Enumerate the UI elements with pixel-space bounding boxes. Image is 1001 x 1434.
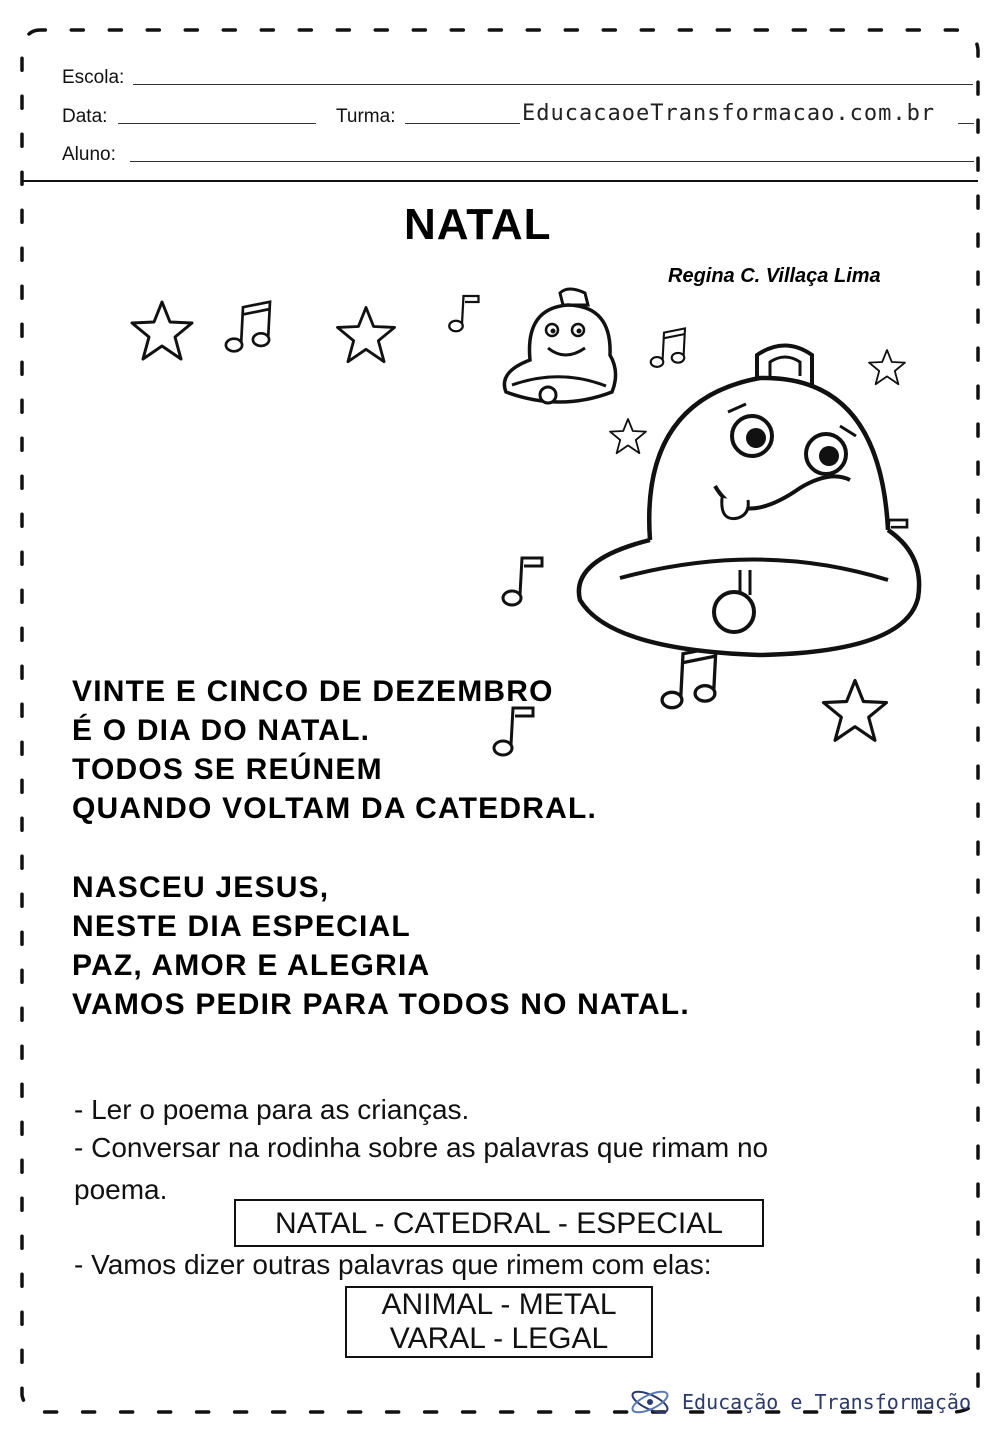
class-field-tail: [958, 123, 974, 124]
page-title: NATAL: [404, 200, 552, 249]
poem-line: QUANDO VOLTAM DA CATEDRAL.: [72, 792, 598, 825]
poem-stanza-2: [72, 873, 690, 1020]
music-note-icon: [226, 302, 270, 352]
rhyme-words: NATAL - CATEDRAL - ESPECIAL: [275, 1207, 723, 1240]
poem-line: PAZ, AMOR E ALEGRIA: [72, 949, 431, 982]
example-rhymes-line: ANIMAL - METAL: [381, 1288, 617, 1321]
example-rhymes-line: VARAL - LEGAL: [389, 1322, 609, 1355]
poem-line: VAMOS PEDIR PARA TODOS NO NATAL.: [72, 988, 690, 1021]
site-watermark: EducacaoeTransformacao.com.br: [522, 101, 936, 126]
author-name: Regina C. Villaça Lima: [668, 265, 881, 287]
music-note-icon: [503, 558, 542, 605]
smiling-bell-icon: [579, 346, 919, 656]
instruction-read-poem: - Ler o poema para as crianças.: [74, 1094, 470, 1125]
star-icon: [610, 419, 646, 453]
school-label: Escola:: [62, 67, 125, 88]
music-note-icon: [651, 328, 685, 367]
star-icon: [869, 350, 905, 384]
poem-line: VINTE E CINCO DE DEZEMBRO: [72, 675, 554, 708]
poem-line: É O DIA DO NATAL.: [72, 714, 371, 747]
example-rhymes-box: [345, 1286, 653, 1358]
class-field[interactable]: [405, 123, 520, 124]
date-label: Data:: [62, 106, 108, 127]
music-note-icon: [449, 296, 478, 331]
instruction-discuss-rhymes: - Conversar na rodinha sobre as palavras que rimam no: [74, 1132, 769, 1163]
star-icon: [338, 308, 395, 362]
instruction-discuss-rhymes-cont: poema.: [74, 1174, 168, 1205]
poem-stanza-1: [72, 677, 597, 824]
smiling-bell-icon: [504, 289, 615, 403]
instruction-other-rhymes: - Vamos dizer outras palavras que rimem com elas:: [74, 1249, 712, 1280]
student-label: Aluno:: [62, 144, 116, 165]
star-icon: [824, 681, 887, 741]
date-field[interactable]: [118, 123, 316, 124]
atom-logo-icon: [628, 1384, 672, 1420]
school-field[interactable]: [133, 84, 973, 85]
class-label: Turma:: [336, 106, 396, 127]
brand-logo-text: Educação e Transformação: [682, 1390, 971, 1414]
poem-line: NASCEU JESUS,: [72, 871, 330, 904]
student-field[interactable]: [130, 161, 974, 162]
rhyme-words-box: [234, 1199, 764, 1247]
poem-line: TODOS SE REÚNEM: [72, 753, 383, 786]
poem-line: NESTE DIA ESPECIAL: [72, 910, 411, 943]
music-note-icon: [662, 647, 716, 708]
star-icon: [132, 302, 192, 359]
